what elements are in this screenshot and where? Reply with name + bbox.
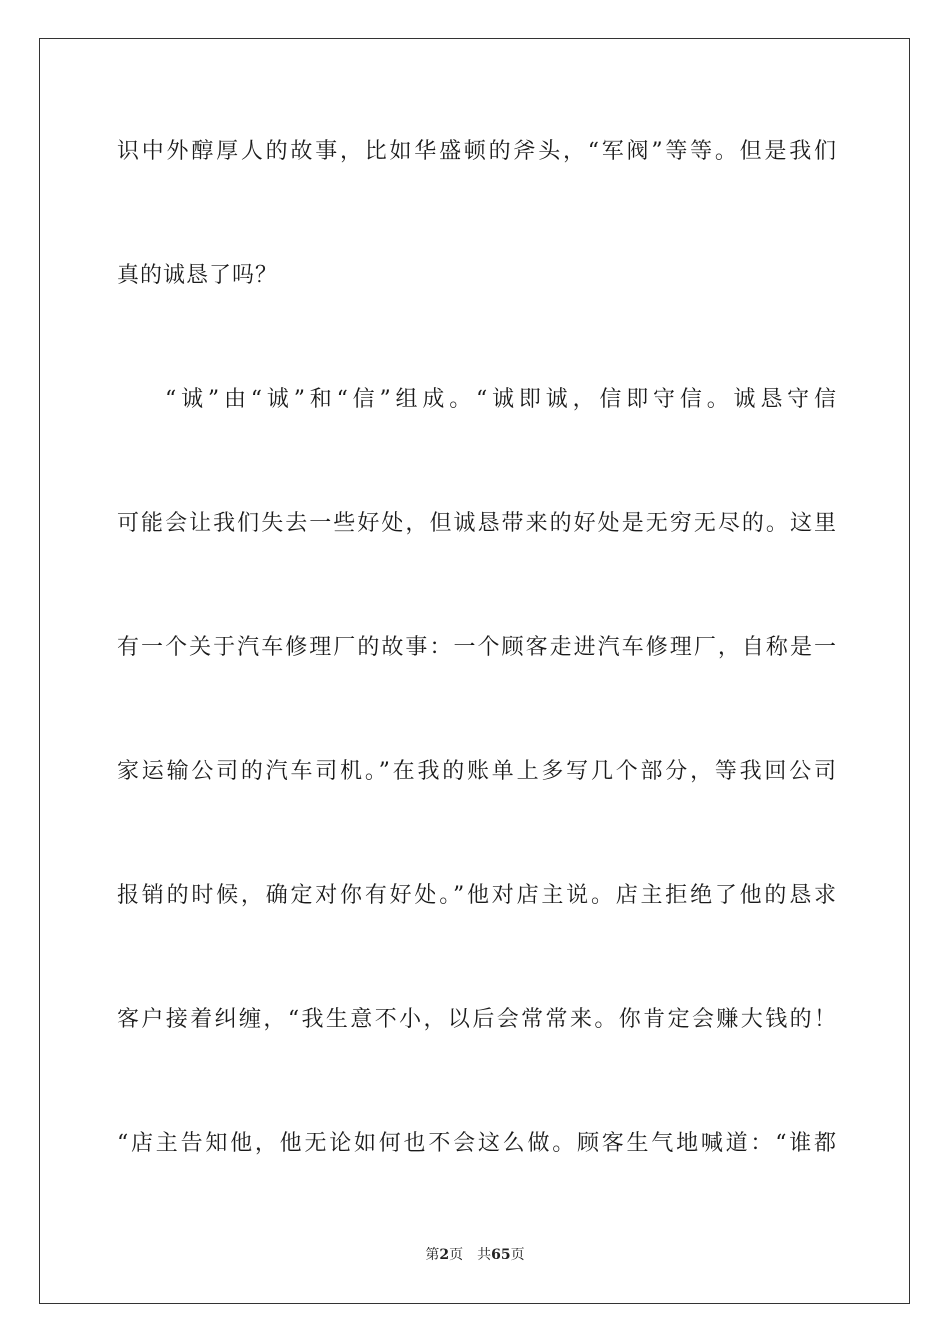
text-line-3-paragraph-start: “诚”由“诚”和“信”组成。“诚即诚，信即守信。诚恳守信 [165,387,837,412]
footer-total-pages: 65 [491,1247,511,1263]
footer-total-prefix: 共 [477,1247,492,1263]
footer-page-suffix: 页 [449,1247,464,1263]
text-line-9: “店主告知他，他无论如何也不会这么做。顾客生气地喊道：“谁都 [117,1131,837,1156]
text-line-1: 识中外醇厚人的故事，比如华盛顿的斧头，“军阀”等等。但是我们 [117,139,837,164]
text-line-2: 真的诚恳了吗？ [117,263,279,288]
text-line-5: 有一个关于汽车修理厂的故事：一个顾客走进汽车修理厂，自称是一 [117,635,837,660]
footer-page-number: 2 [439,1247,450,1263]
text-line-7: 报销的时候，确定对你有好处。”他对店主说。店主拒绝了他的恳求 [117,883,837,908]
footer-total-suffix: 页 [510,1247,525,1263]
page-border [39,38,910,1304]
text-line-6: 家运输公司的汽车司机。”在我的账单上多写几个部分，等我回公司 [117,759,837,784]
text-line-8: 客户接着纠缠，“我生意不小，以后会常常来。你肯定会赚大钱的！ [117,1007,837,1032]
footer-page-prefix: 第 [425,1247,440,1263]
page-footer [0,1246,950,1264]
text-line-4: 可能会让我们失去一些好处，但诚恳带来的好处是无穷无尽的。这里 [117,511,837,536]
